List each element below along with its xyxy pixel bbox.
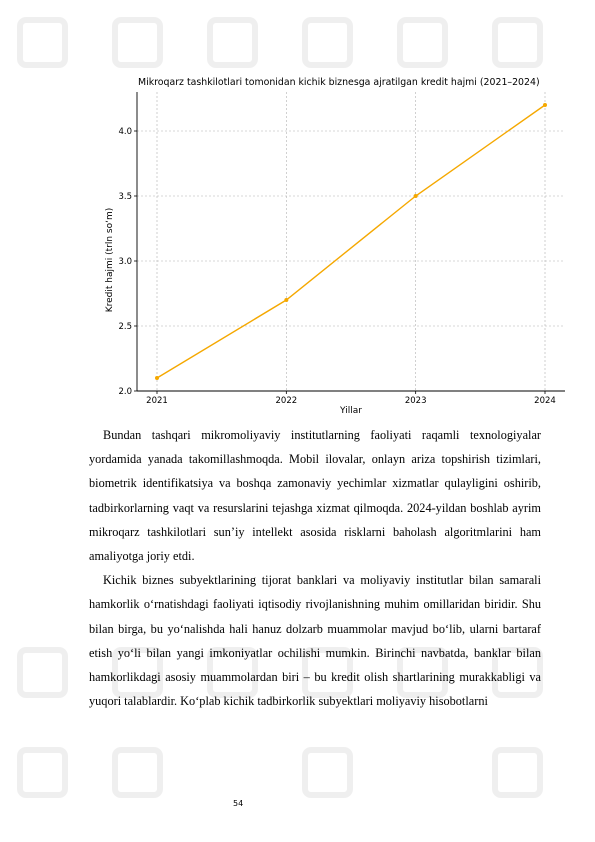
data-point bbox=[414, 194, 418, 198]
y-tick-label: 3.5 bbox=[118, 192, 132, 202]
data-point bbox=[155, 376, 159, 380]
x-tick-label: 2022 bbox=[275, 396, 298, 406]
x-tick-label: 2024 bbox=[534, 396, 556, 406]
y-tick-label: 4.0 bbox=[118, 127, 132, 137]
body-text bbox=[89, 423, 541, 713]
data-point bbox=[543, 103, 547, 107]
y-axis-label: Kredit hajmi (trln so‘m) bbox=[105, 207, 115, 313]
chart-series bbox=[155, 103, 547, 380]
data-point bbox=[284, 298, 288, 302]
paragraph-1: Bundan tashqari mikromoliyaviy institutlarning faoliyati raqamli texnologiyalar yordamida yanada takomillashmoqda. Mobil ilovalar, onlayn ariza topshirish tizimlari, biometrik identifikatsiya va boshqa zamonaviy yechimlar xizmatlar qulayligini oshirib, tadbirkorlarning vaqt va resurslarini tejashga xizmat qilmoqda. 2024-yildan boshlab ayrim mikroqarz tashkilotlari sun’iy intellekt asosida risklarni baholash algoritmlarini ham amaliyotga joriy etdi. bbox=[89, 428, 541, 564]
x-tick-label: 2023 bbox=[404, 396, 427, 406]
y-tick-label: 2.0 bbox=[118, 387, 132, 397]
paragraph-2: Kichik biznes subyektlarining tijorat banklari va moliyaviy institutlar bilan samarali hamkorlik o‘rnatishdagi faoliyati iqtisodiy rivojlanishning muhim omillaridan biridir. Shu bilan birga, bu yo‘nalishda hali hanuz dolzarb muammolar mavjud bo‘lib, ularni bartaraf etish yo‘li bilan yangi imkoniyatlar ochilishi mumkin. Birinchi navbatda, banklar bilan hamkorlikdagi asosiy muammolardan biri – bu kredit olish shartlarining murakkabligi va yuqori talablardir. Ko‘plab kichik tadbirkorlik subyektlari moliyaviy hisobotlarni bbox=[89, 573, 541, 709]
x-axis-label: Yillar bbox=[340, 406, 362, 416]
page-number: 54 bbox=[233, 799, 244, 808]
chart-ticks bbox=[118, 127, 555, 406]
series-line bbox=[157, 105, 545, 378]
x-tick-label: 2021 bbox=[146, 396, 168, 406]
y-tick-label: 3.0 bbox=[118, 257, 132, 267]
y-tick-label: 2.5 bbox=[118, 322, 132, 332]
chart-title: Mikroqarz tashkilotlari tomonidan kichik biznesga ajratilgan kredit hajmi (2021–2024) bbox=[138, 77, 540, 88]
credit-volume-line-chart bbox=[100, 70, 570, 420]
